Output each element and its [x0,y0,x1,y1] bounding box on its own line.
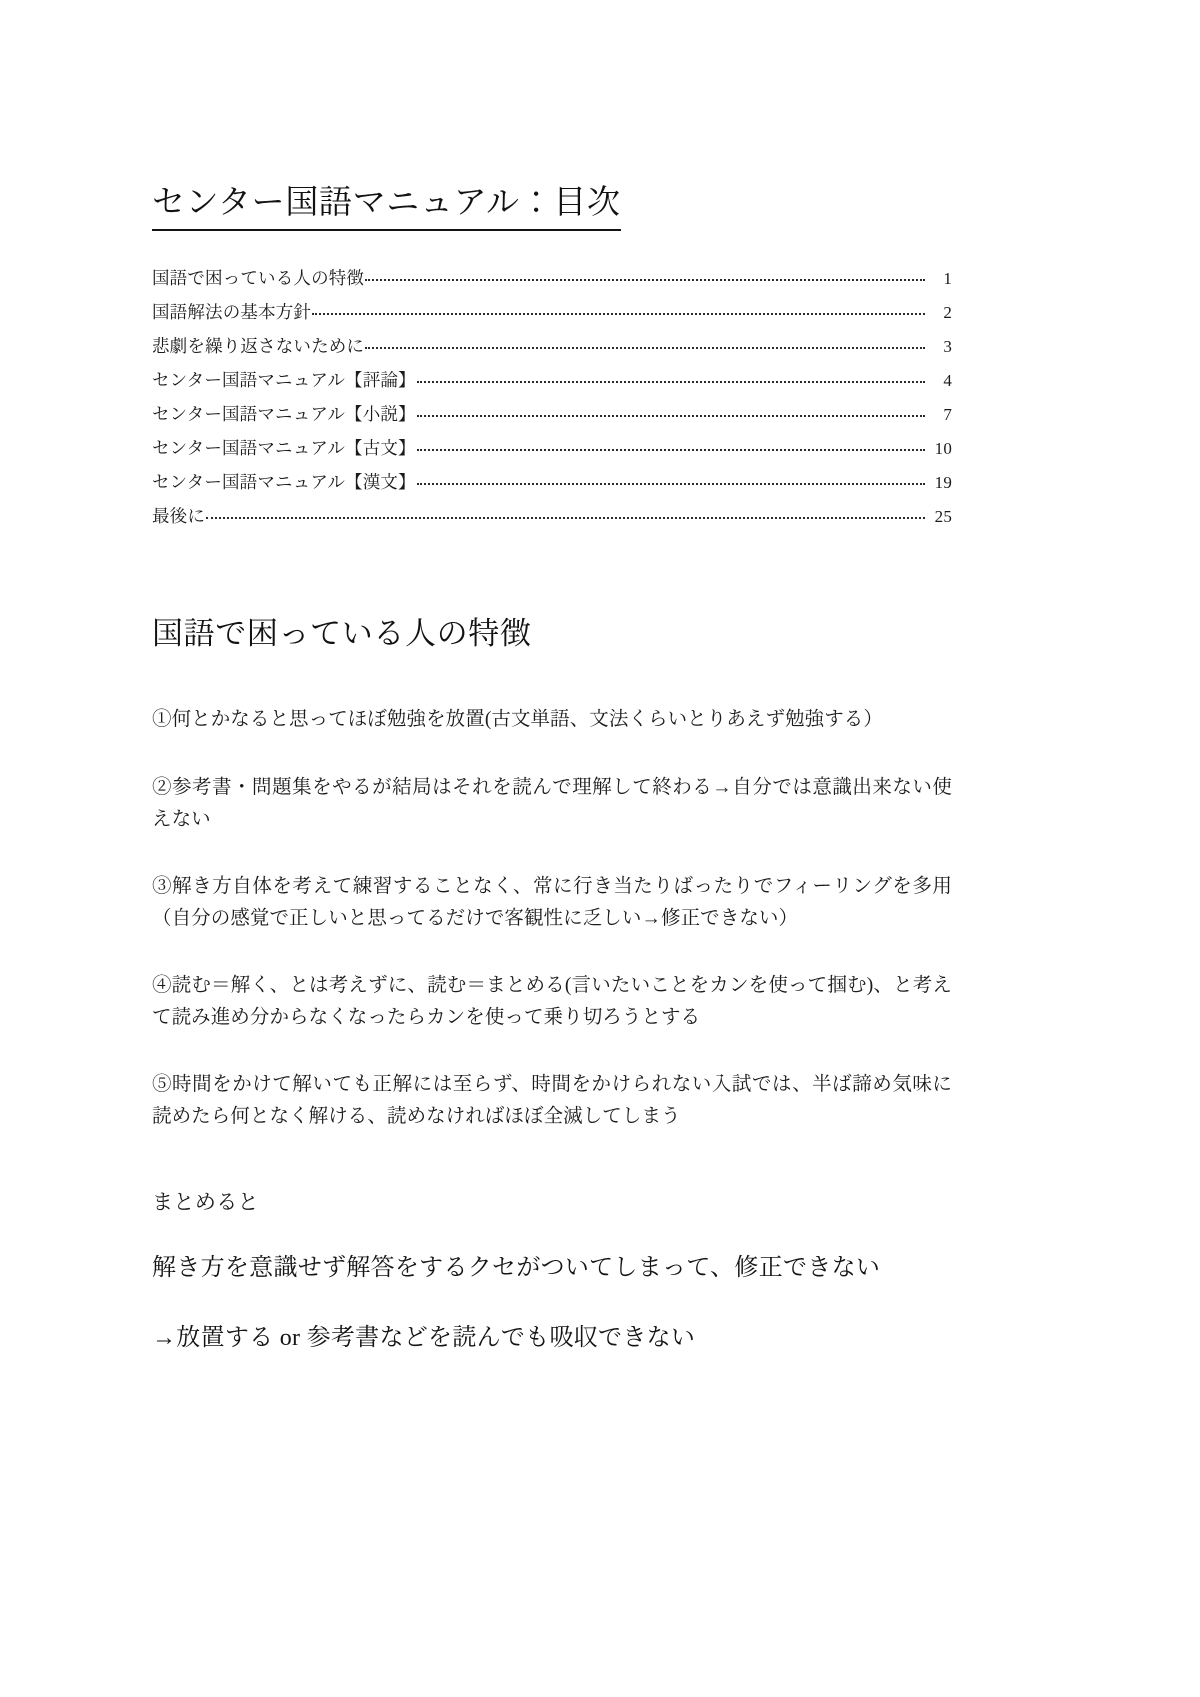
body-paragraph: ③解き方自体を考えて練習することなく、常に行き当たりばったりでフィーリングを多用（自分の感覚で正しいと思ってるだけで客観性に乏しい→修正できない） [152,876,952,929]
toc-dot-leader [417,439,925,454]
body-paragraph: ①何とかなると思ってほぼ勉強を放置(古文単語、文法くらいとりあえず勉強する） [152,709,883,731]
toc-entry-label: センター国語マニュアル【漢文】 [152,471,416,492]
toc-entry-page: 10 [934,439,952,459]
toc-dot-leader [417,405,925,420]
toc-entry-page: 2 [943,303,952,323]
toc-dot-leader [206,507,925,522]
toc-entry-label: センター国語マニュアル【小説】 [152,403,416,424]
toc-entry-label: 国語で困っている人の特徴 [152,267,365,288]
toc-dot-leader [365,337,925,352]
section-heading: 国語で困っている人の特徴 [152,616,532,652]
toc-entry-label: センター国語マニュアル【古文】 [152,437,416,458]
toc-entry-page: 7 [943,405,952,425]
page-title: センター国語マニュアル：目次 [152,182,621,231]
body-paragraph: ⑤時間をかけて解いても正解には至らず、時間をかけられない入試では、半ば諦め気味に読めたら何となく解ける、読めなければほぼ全滅してしまう [152,1074,952,1128]
toc-entry[interactable] [152,253,952,287]
table-of-contents [152,253,952,525]
summary-line-1: 解き方を意識せず解答をするクセがついてしまって、修正できない [152,1255,881,1282]
summary-line-2: →放置する or 参考書などを読んでも吸収できない [152,1325,696,1352]
toc-entry-label: 国語解法の基本方針 [152,301,312,322]
toc-dot-leader [312,303,925,318]
toc-dot-leader [417,473,925,488]
section-body [152,704,952,1132]
toc-entry-label: 悲劇を繰り返さないために [152,335,365,356]
summary-block [152,1187,952,1357]
toc-dot-leader [417,371,925,386]
toc-entry[interactable] [152,321,952,355]
body-paragraph: ④読む＝解く、とは考えずに、読む＝まとめる(言いたいことをカンを使って掴む)、と考えて読み進め分からなくなったらカンを使って乗り切ろうとする [152,975,952,1028]
toc-entry-page: 3 [943,337,952,357]
toc-entry[interactable] [152,355,952,389]
toc-entry-page: 19 [934,473,952,493]
toc-entry-page: 1 [943,269,952,289]
toc-dot-leader [365,269,925,284]
toc-entry-label: センター国語マニュアル【評論】 [152,369,416,390]
page-content [152,182,952,1356]
toc-entry-label: 最後に [152,505,206,526]
toc-entry[interactable] [152,457,952,491]
toc-entry-page: 4 [943,371,952,391]
toc-entry[interactable] [152,423,952,457]
toc-entry[interactable] [152,287,952,321]
toc-entry-page: 25 [934,507,952,527]
body-paragraph: ②参考書・問題集をやるが結局はそれを読んで理解して終わる→自分では意識出来ない使えない [152,777,952,830]
toc-entry[interactable] [152,389,952,423]
summary-lead: まとめると [152,1189,260,1214]
toc-entry[interactable] [152,491,952,525]
